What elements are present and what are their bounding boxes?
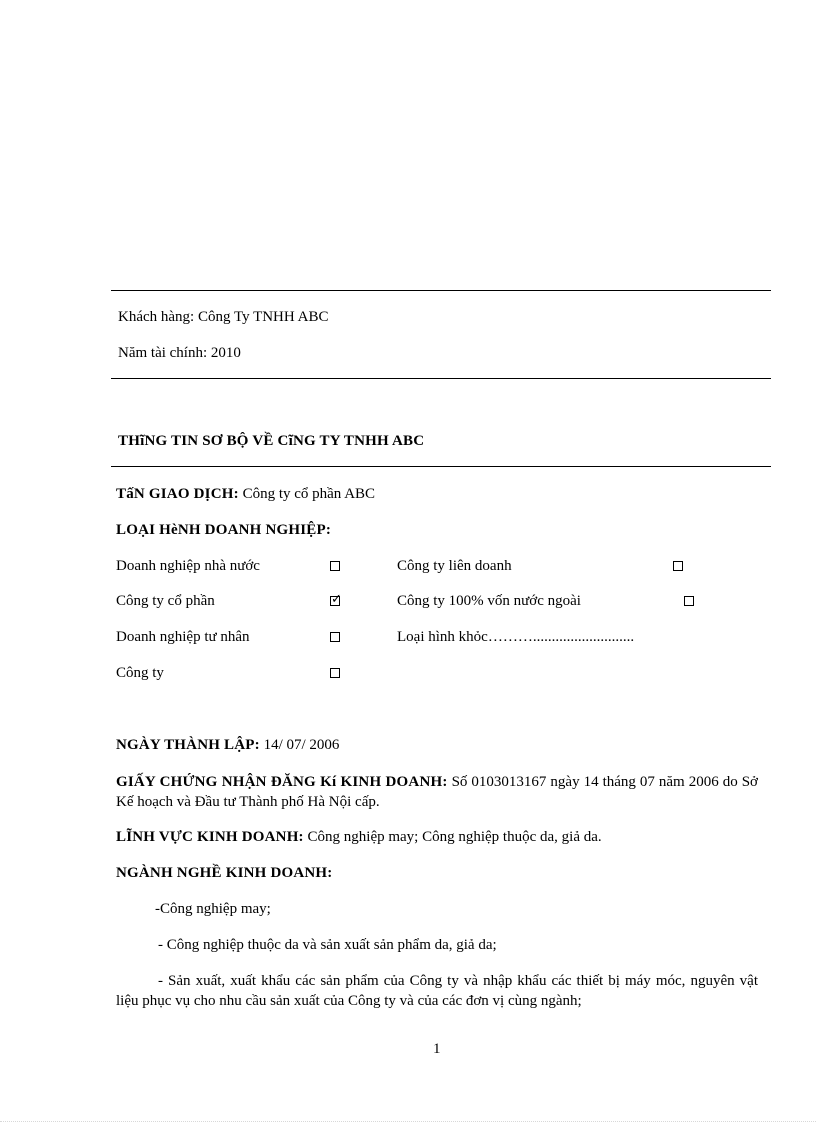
client-label: Khách hàng: (118, 309, 195, 325)
page-bottom-border (0, 1121, 816, 1122)
trade-name-line (116, 486, 375, 503)
page-number: 1 (433, 1041, 441, 1057)
option-foreign-owned-label: Công ty 100% vốn nước ngoài (397, 593, 581, 609)
trade-name-label: TấN GIAO DỊCH: (116, 486, 239, 502)
business-field-line (116, 829, 602, 846)
business-line-item: - Công nghiệp thuộc da và sản xuất sản phẩm da, giả da; (158, 937, 497, 953)
fiscal-year-label: Năm tài chính: (118, 345, 208, 361)
option-company-label: Công ty (116, 665, 164, 681)
header-bottom-rule (111, 378, 771, 379)
option-state-enterprise-checkbox[interactable] (330, 561, 340, 571)
option-state-enterprise-label: Doanh nghiệp nhà nước (116, 558, 260, 574)
client-value: Công Ty TNHH ABC (197, 309, 329, 325)
business-field-value: Công nghiệp may; Công nghiệp thuộc da, giả da. (307, 829, 602, 845)
option-private-enterprise-checkbox[interactable] (330, 632, 340, 642)
founding-date-label: NGÀY THÀNH LẬP: (116, 737, 260, 753)
founding-date-line (116, 737, 339, 754)
business-field-label: LĨNH VỰC KINH DOANH: (116, 829, 304, 845)
client-line (118, 309, 329, 326)
founding-date-value: 14/ 07/ 2006 (263, 737, 340, 753)
license-value: Số 0103013167 ngày 14 tháng 07 năm 2006 do Sở Kế hoạch và Đầu tư Thành phố Hà Nội cấp. (116, 774, 758, 810)
header-top-rule (111, 290, 771, 291)
trade-name-value: Công ty cổ phần ABC (242, 486, 376, 502)
fiscal-year-value: 2010 (210, 345, 241, 361)
title-rule (111, 466, 771, 467)
option-joint-stock-checkbox[interactable] (330, 591, 342, 606)
check-mark-icon: ✓ (331, 591, 342, 606)
option-joint-venture-checkbox[interactable] (673, 561, 683, 571)
option-company-checkbox[interactable] (330, 668, 340, 678)
option-foreign-owned-checkbox[interactable] (684, 596, 694, 606)
option-other-type-label: Loại hình khỏc………........................... (397, 629, 635, 645)
license-label: GIẤY CHỨNG NHẬN ĐĂNG Kí KINH DOANH: (116, 774, 448, 790)
fiscal-year-line (118, 345, 241, 362)
option-joint-stock-label: Công ty cổ phần (116, 593, 215, 609)
enterprise-type-label: LOẠI HèNH DOANH NGHIỆP: (116, 522, 332, 538)
business-lines-label: NGÀNH NGHỀ KINH DOANH: (116, 865, 333, 881)
license-paragraph (116, 772, 758, 812)
option-joint-venture-label: Công ty liên doanh (397, 558, 512, 574)
page-title: THĩNG TIN SƠ BỘ VỀ CĩNG TY TNHH ABC (118, 433, 425, 449)
business-line-item: -Công nghiệp may; (155, 901, 271, 917)
option-private-enterprise-label: Doanh nghiệp tư nhân (116, 629, 250, 645)
business-line-item: - Sản xuất, xuất khẩu các sản phẩm của Công ty và nhập khẩu các thiết bị máy móc, nguyên vật liệu phục vụ cho nhu cầu sản xuất của Công ty và của các đơn vị cùng ngành; (116, 973, 758, 1009)
